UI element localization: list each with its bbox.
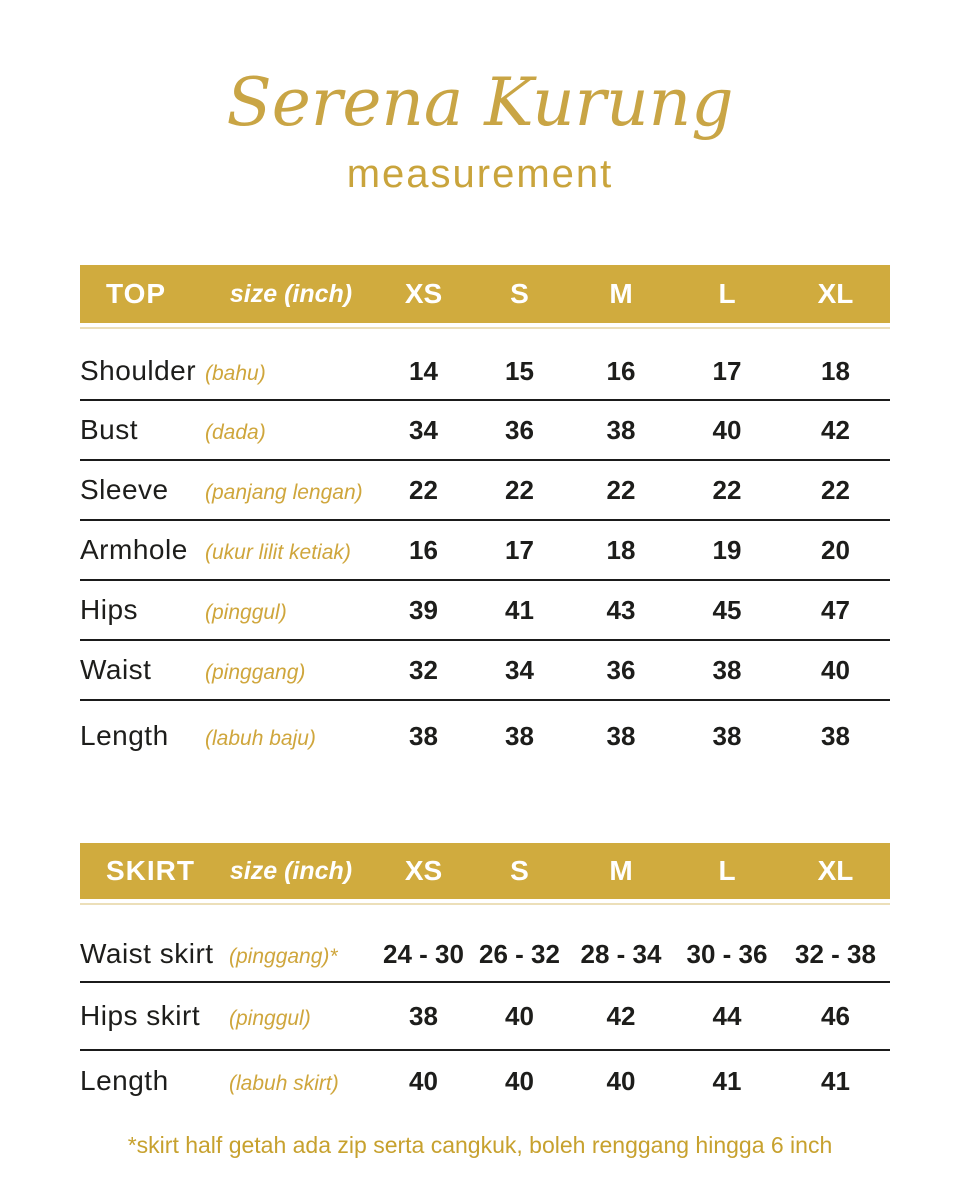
cell-value: 38 — [606, 720, 636, 751]
cell-value: 45 — [712, 594, 742, 625]
table-row — [80, 401, 890, 461]
table-name: SKIRT — [106, 855, 195, 886]
cell-value: 34 — [505, 654, 534, 685]
cell-value: 15 — [505, 355, 534, 386]
column-header-xs: XS — [404, 855, 443, 886]
cell-value: 41 — [505, 594, 534, 625]
cell-value: 20 — [821, 534, 850, 565]
cell-value: 43 — [606, 594, 636, 625]
skirt-size-table — [80, 843, 890, 1111]
page-subtitle: measurement — [346, 152, 614, 196]
top-table-header-band — [80, 265, 890, 323]
column-header-m: M — [609, 278, 633, 309]
table-row — [80, 983, 890, 1051]
row-label: Hips — [80, 594, 139, 625]
cell-value: 14 — [409, 355, 438, 386]
row-label: Sleeve — [80, 474, 169, 505]
cell-value: 28 - 34 — [580, 938, 662, 969]
cell-value: 36 — [505, 414, 534, 445]
row-label: Shoulder — [80, 355, 197, 386]
column-header-l: L — [718, 278, 736, 309]
cell-value: 24 - 30 — [383, 938, 464, 969]
row-label: Bust — [80, 414, 139, 445]
footnote-text: *skirt half getah ada zip serta cangkuk, boleh renggang hingga 6 inch — [127, 1132, 833, 1158]
table-row — [80, 343, 890, 401]
cell-value: 47 — [821, 594, 850, 625]
size-unit-label: size (inch) — [229, 856, 353, 885]
cell-value: 26 - 32 — [479, 938, 560, 969]
cell-value: 17 — [712, 355, 742, 386]
row-label: Armhole — [80, 534, 188, 565]
row-label: Waist skirt — [80, 938, 214, 969]
cell-value: 22 — [712, 474, 742, 505]
cell-value: 38 — [712, 654, 742, 685]
cell-value: 34 — [409, 414, 438, 445]
table-name: TOP — [106, 278, 167, 309]
column-header-l: L — [718, 855, 736, 886]
skirt-table-header-band — [80, 843, 890, 899]
row-sublabel: (pinggul) — [205, 601, 287, 624]
row-sublabel: (ukur lilit ketiak) — [205, 541, 351, 564]
row-sublabel: (panjang lengan) — [205, 481, 363, 504]
cell-value: 17 — [505, 534, 534, 565]
cell-value: 22 — [821, 474, 850, 505]
cell-value: 32 — [409, 654, 438, 685]
cell-value: 46 — [821, 1000, 850, 1031]
cell-value: 36 — [606, 654, 636, 685]
table-row — [80, 1051, 890, 1111]
cell-value: 22 — [505, 474, 534, 505]
cell-value: 41 — [712, 1065, 742, 1096]
table-row — [80, 701, 890, 771]
row-sublabel: (bahu) — [205, 362, 266, 385]
cell-value: 18 — [821, 355, 850, 386]
column-header-xl: XL — [817, 855, 854, 886]
cell-value: 38 — [606, 414, 636, 445]
cell-value: 40 — [505, 1000, 534, 1031]
row-sublabel: (pinggul) — [229, 1007, 311, 1030]
cell-value: 44 — [712, 1000, 742, 1031]
column-header-s: S — [510, 278, 529, 309]
cell-value: 42 — [821, 414, 850, 445]
cell-value: 40 — [712, 414, 742, 445]
row-label: Waist — [80, 654, 152, 685]
band-underline — [80, 327, 890, 329]
size-unit-label: size (inch) — [229, 279, 353, 308]
row-label: Length — [80, 1065, 169, 1096]
table-row — [80, 581, 890, 641]
column-header-xs: XS — [404, 278, 443, 309]
cell-value: 40 — [409, 1065, 438, 1096]
row-sublabel: (pinggang)* — [229, 945, 338, 968]
row-sublabel: (labuh baju) — [205, 727, 316, 750]
column-header-xl: XL — [817, 278, 854, 309]
band-underline — [80, 903, 890, 905]
cell-value: 40 — [821, 654, 850, 685]
page-title: Serena Kurung — [226, 64, 734, 141]
column-header-s: S — [510, 855, 529, 886]
cell-value: 38 — [712, 720, 742, 751]
table-row — [80, 461, 890, 521]
row-label: Hips skirt — [80, 1000, 201, 1031]
column-header-m: M — [609, 855, 633, 886]
cell-value: 39 — [409, 594, 438, 625]
cell-value: 16 — [606, 355, 636, 386]
cell-value: 38 — [505, 720, 534, 751]
cell-value: 38 — [409, 1000, 438, 1031]
cell-value: 19 — [712, 534, 742, 565]
cell-value: 42 — [606, 1000, 636, 1031]
cell-value: 32 - 38 — [795, 938, 876, 969]
cell-value: 40 — [505, 1065, 534, 1096]
cell-value: 16 — [409, 534, 438, 565]
table-row — [80, 927, 890, 983]
cell-value: 41 — [821, 1065, 850, 1096]
cell-value: 22 — [409, 474, 438, 505]
row-sublabel: (labuh skirt) — [229, 1072, 339, 1095]
cell-value: 18 — [606, 534, 636, 565]
cell-value: 38 — [409, 720, 438, 751]
cell-value: 30 - 36 — [686, 938, 768, 969]
table-row — [80, 521, 890, 581]
top-size-table — [80, 265, 890, 771]
cell-value: 38 — [821, 720, 850, 751]
row-label: Length — [80, 720, 169, 751]
cell-value: 22 — [606, 474, 636, 505]
table-row — [80, 641, 890, 701]
cell-value: 40 — [606, 1065, 636, 1096]
row-sublabel: (pinggang) — [205, 661, 306, 684]
row-sublabel: (dada) — [205, 421, 266, 444]
